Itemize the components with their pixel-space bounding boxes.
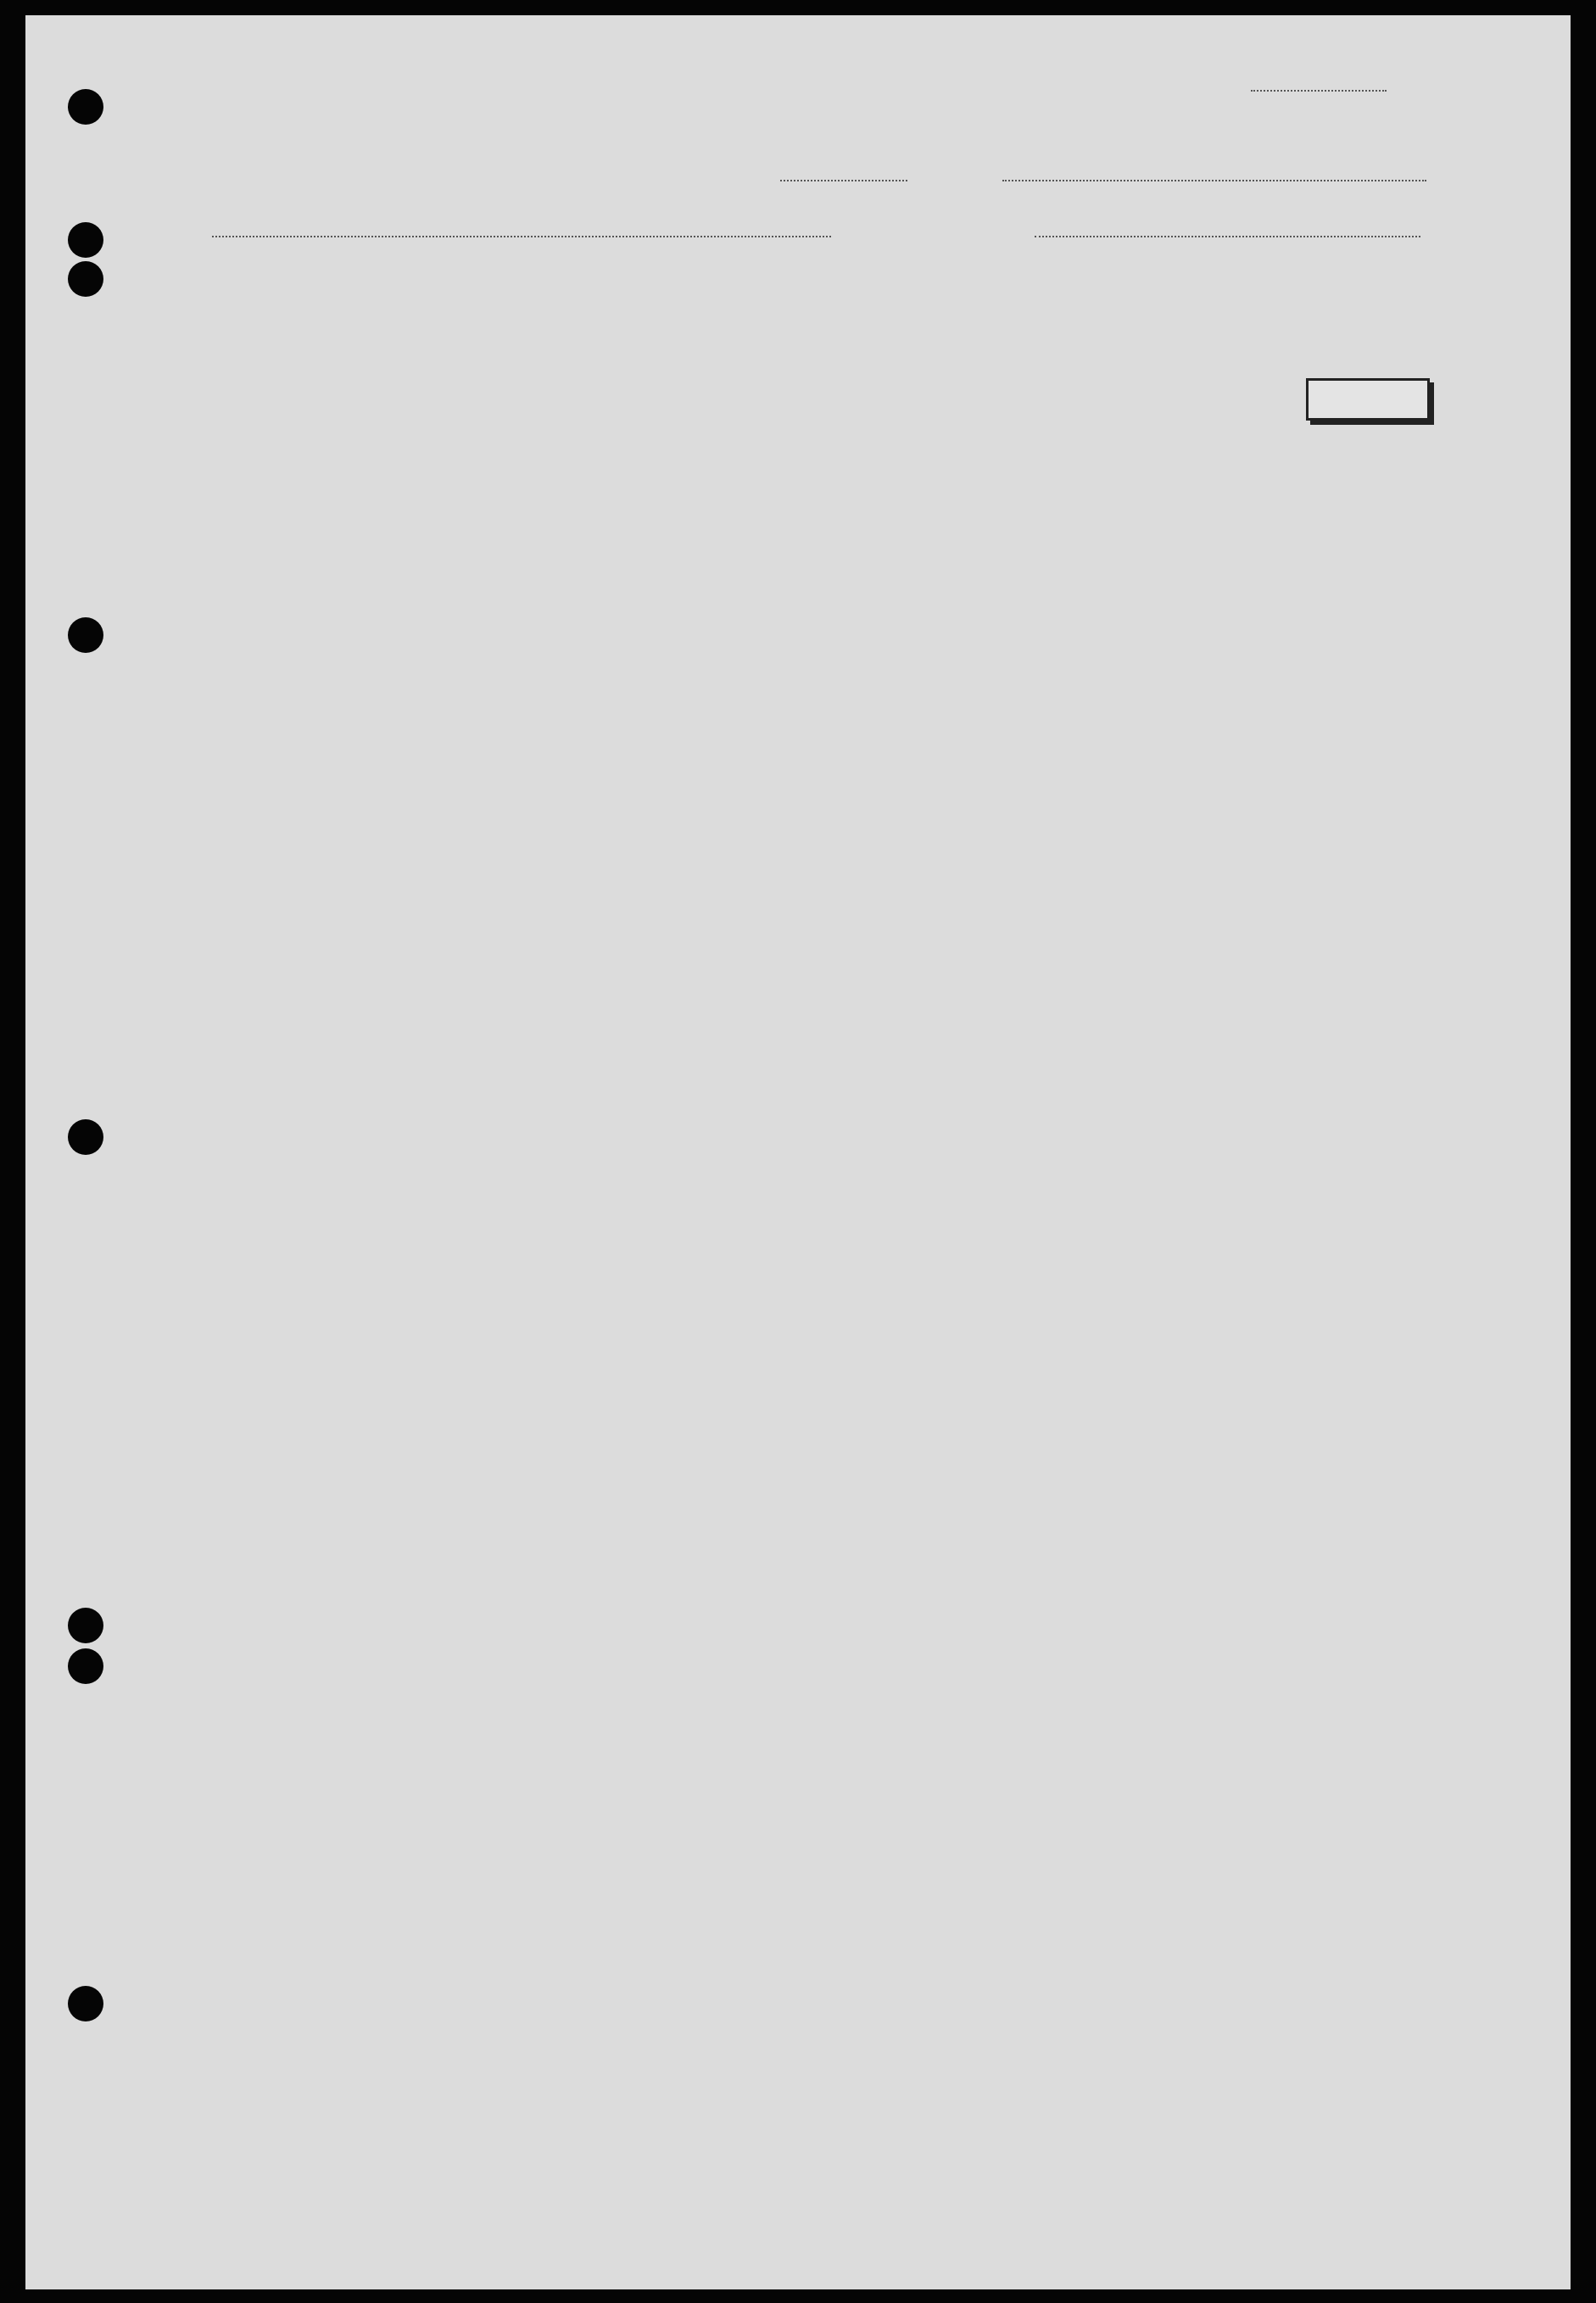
us-citizen-stamp [1306,378,1430,421]
